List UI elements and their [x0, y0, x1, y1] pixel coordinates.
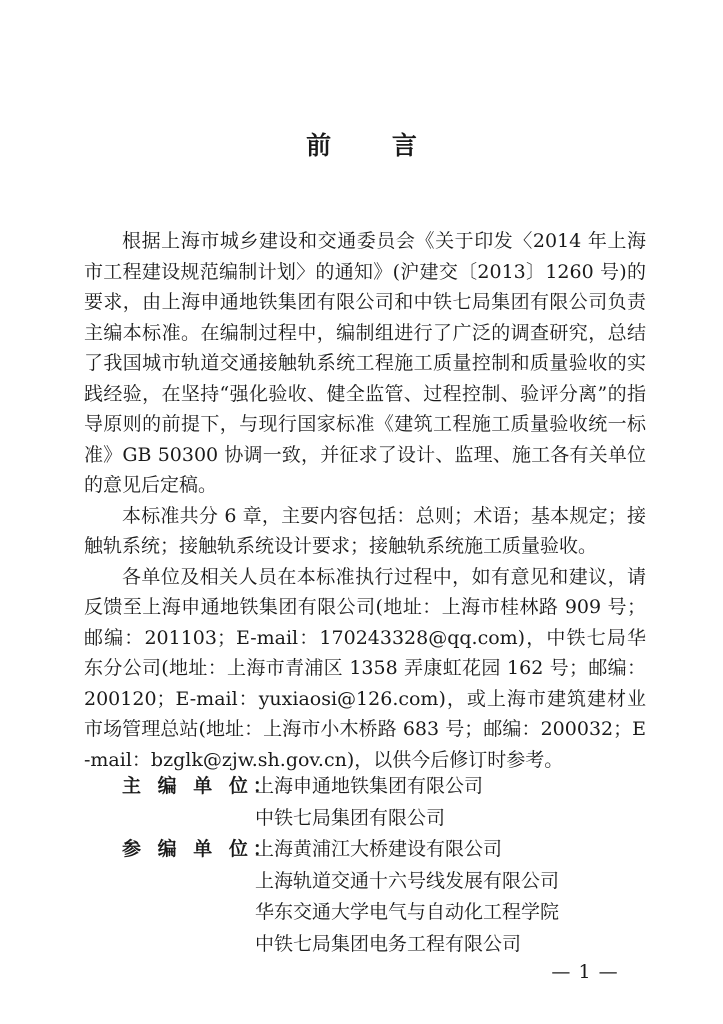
page-number: — 1 — [551, 961, 619, 983]
paragraph-basis: 根据上海市城乡建设和交通委员会《关于印发〈2014 年上海市工程建设规范编制计划〉的通知》(沪建交〔2013〕1260 号)的要求，由上海申通地铁集团有限公司和中铁七局集团有限公司负责主编本标准。在编制过程中，编制组进行了广泛的调查研究，总结了我国城市轨道交通接触轨系统工程施工质量控制和质量验收的实践经验，在坚持“强化验收、健全监管、过程控制、验评分离”的指导原则的前提下，与现行国家标准《建筑工程施工质量验收统一标准》GB 50300 协调一致，并征求了设计、监理、施工各有关单位的意见后定稿。 [84, 230, 646, 496]
participating-editor-list [255, 834, 652, 960]
page-title: 前 言 [306, 131, 443, 160]
participating-editor-unit: 华东交通大学电气与自动化工程学院 [255, 901, 560, 923]
editor-units [122, 771, 652, 960]
paragraph-contents: 本标准共分 6 章，主要内容包括：总则；术语；基本规定；接触轨系统；接触轨系统设计要求；接触轨系统施工质量验收。 [84, 504, 646, 557]
paragraph-feedback: 各单位及相关人员在本标准执行过程中，如有意见和建议，请反馈至上海申通地铁集团有限公司(地址：上海市桂林路 909 号；邮编：201103；E-mail：170243328@qq.com)，中铁七局华东分公司(地址：上海市青浦区 1358 弄康虹花园 162 号；邮编：200120；E-mail：yuxiaosi@126.com)，或上海市建筑建材业市场管理总站(地址：上海市小木桥路 683 号；邮编：200032；E-mail：bzglk@zjw.sh.gov.cn)，以供今后修订时参考。 [84, 565, 646, 771]
participating-editor-label: 参 编 单 位： [122, 838, 277, 860]
chief-editor-label: 主 编 单 位： [122, 775, 277, 797]
chief-editor-list [255, 771, 652, 834]
participating-editor-unit: 上海轨道交通十六号线发展有限公司 [255, 869, 560, 892]
chief-editor-unit: 上海申通地铁集团有限公司 [255, 775, 484, 797]
participating-editor-unit: 中铁七局集团电务工程有限公司 [255, 932, 522, 955]
participating-editor-row [122, 834, 652, 960]
chief-editor-row [122, 771, 652, 834]
preface-body [84, 226, 646, 775]
chief-editor-unit: 中铁七局集团有限公司 [255, 806, 446, 829]
participating-editor-unit: 上海黄浦江大桥建设有限公司 [255, 838, 503, 860]
